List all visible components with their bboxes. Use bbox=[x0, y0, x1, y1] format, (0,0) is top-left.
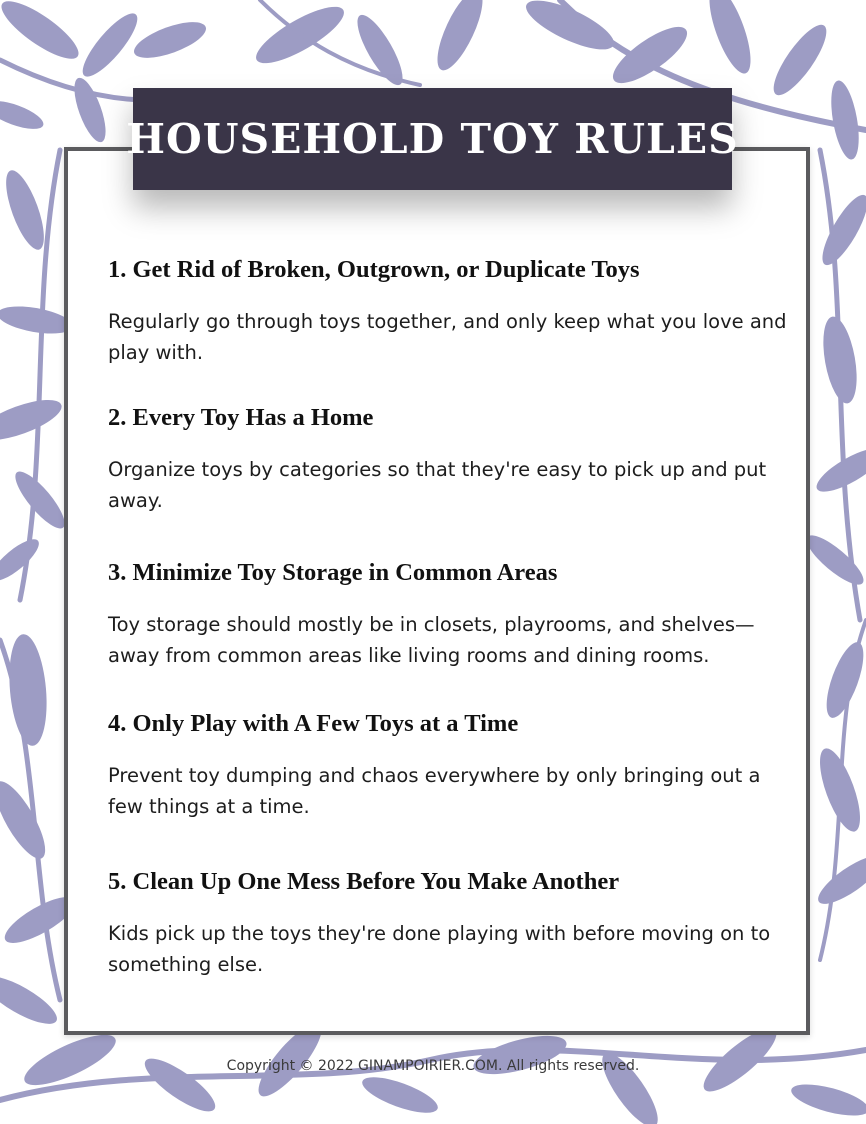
rule-body: Toy storage should mostly be in closets, playrooms, and shelves—away from common areas like living rooms and dining rooms. bbox=[108, 613, 755, 668]
rule-body: Organize toys by categories so that they're easy to pick up and put away. bbox=[108, 458, 767, 513]
rule-item bbox=[108, 255, 788, 368]
rule-body: Kids pick up the toys they're done playing with before moving on to something else. bbox=[108, 922, 771, 977]
rule-item bbox=[108, 867, 788, 980]
rule-heading: 2. Every Toy Has a Home bbox=[108, 404, 374, 431]
page-title: HOUSEHOLD TOY RULES bbox=[126, 115, 739, 163]
rule-heading: 3. Minimize Toy Storage in Common Areas bbox=[108, 559, 558, 586]
copyright-footer: Copyright © 2022 GINAMPOIRIER.COM. All rights reserved. bbox=[226, 1058, 640, 1074]
title-banner bbox=[126, 88, 739, 190]
rule-body: Prevent toy dumping and chaos everywhere by only bringing out a few things at a time. bbox=[108, 764, 761, 819]
rule-heading: 5. Clean Up One Mess Before You Make Another bbox=[108, 868, 620, 895]
rule-heading: 1. Get Rid of Broken, Outgrown, or Duplicate Toys bbox=[108, 256, 640, 283]
rule-item bbox=[108, 403, 788, 516]
rule-item bbox=[108, 709, 788, 822]
rule-body: Regularly go through toys together, and only keep what you love and play with. bbox=[108, 310, 787, 365]
rule-item bbox=[108, 558, 788, 671]
rule-heading: 4. Only Play with A Few Toys at a Time bbox=[108, 710, 519, 737]
